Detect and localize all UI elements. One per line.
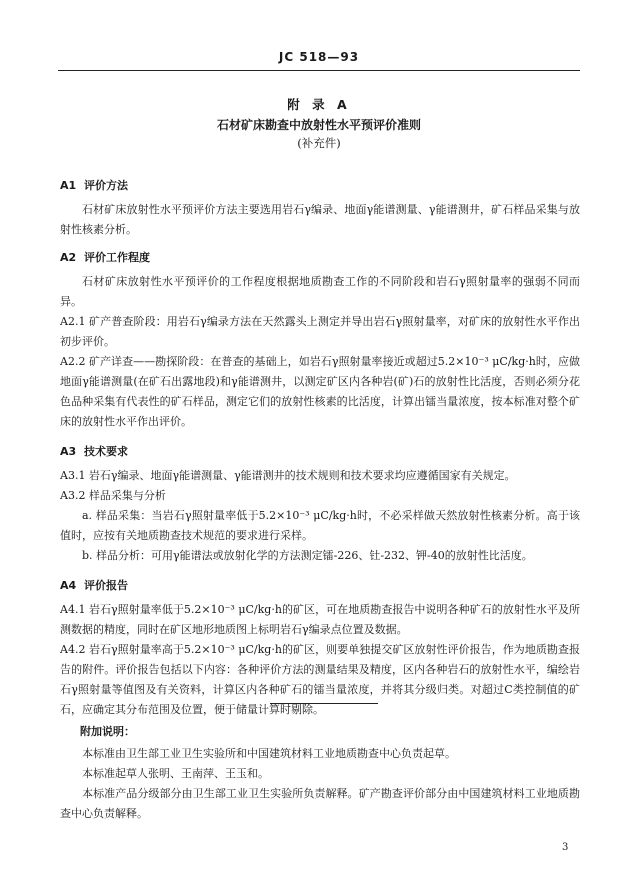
clause-a3-1: A3.1 岩石γ编录、地面γ能谱测量、γ能谱测井的技术规则和技术要求均应遵循国家有关规定。 <box>60 469 516 482</box>
clause-a2-2: A2.2 矿产详查——勘探阶段：在普查的基础上，如岩石γ照射量率接近或超过5.2×10⁻³ μC/kg·h时，应做地面γ能谱测量(在矿石出露地段)和γ能谱测井，以测定矿区内各种岩(矿)石的放射性比活度，否则必须分花色品种采集有代表性的矿石样品，测定它们的放射性核素的比活度，计算出镭当量浓度，按本标准对整个矿床的放射性水平作出评价。 <box>60 355 580 428</box>
clause-a4-2: A4.2 岩石γ照射量率高于5.2×10⁻³ μC/kg·h的矿区，则要单独提交矿区放射性评价报告，作为地质勘查报告的附件。评价报告包括以下内容：各种评价方法的测量结果及精度，区内各种岩石的放射性水平，编绘岩石γ照射量等值图及有关资料，计算区内各种矿石的镭当量浓度，并将其分级归类。对超过C类控制值的矿石，应确定其分布范围及位置，便于储量计算时剔除。 <box>60 643 580 716</box>
clause-a2-1: A2.1 矿产普查阶段：用岩石γ编录方法在天然露头上测定并导出岩石γ照射量率，对矿床的放射性水平作出初步评价。 <box>60 315 580 348</box>
section-number: A3 <box>60 445 77 458</box>
section-a3-heading <box>60 442 580 462</box>
section-number: A2 <box>60 251 77 264</box>
clause-a3-2-b: b. 样品分析：可用γ能谱法或放射化学的方法测定镭-226、钍-232、钾-40的放射性比活度。 <box>82 549 533 562</box>
header-rule <box>58 70 580 71</box>
notes-title: 附加说明： <box>80 725 135 738</box>
appendix-title: 附 录 A <box>287 97 351 112</box>
section-title: 评价方法 <box>84 179 128 192</box>
appendix-subtitle: 石材矿床勘查中放射性水平预评价准则 <box>216 118 421 132</box>
note-line: 本标准产品分级部分由卫生部工业卫生实验所负责解释。矿产勘查评价部分由中国建筑材料工业地质勘查中心负责解释。 <box>60 787 580 820</box>
clause-a3-2-a: a. 样品采集：当岩石γ照射量率低于5.2×10⁻³ μC/kg·h时，不必采样做天然放射性核素分析。高于该值时，应按有关地质勘查技术规范的要求进行采样。 <box>60 509 580 542</box>
additional-notes <box>60 722 580 824</box>
section-title: 评价工作程度 <box>84 251 150 264</box>
section-a1-body: 石材矿床放射性水平预评价方法主要选用岩石γ编录、地面γ能谱测量、γ能谱测井，矿石样品采集与放射性核素分析。 <box>60 203 580 236</box>
appendix-note: (补充件) <box>297 136 341 150</box>
clause-a4-1: A4.1 岩石γ照射量率低于5.2×10⁻³ μC/kg·h的矿区，可在地质勘查报告中说明各种矿石的放射性水平及所测数据的精度，同时在矿区地形地质图上标明岩石γ编录点位置及数据。 <box>60 603 580 636</box>
section-a4-heading <box>60 576 580 596</box>
section-title: 技术要求 <box>84 445 128 458</box>
section-a2-body: 石材矿床放射性水平预评价的工作程度根据地质勘查工作的不同阶段和岩石γ照射量率的强弱不同而异。 <box>60 275 580 308</box>
document-body <box>60 176 580 720</box>
section-divider <box>270 703 378 704</box>
page-number: 3 <box>562 842 569 853</box>
standard-code: JC 518—93 <box>278 50 360 64</box>
section-a2-heading <box>60 248 580 268</box>
clause-a3-2: A3.2 样品采集与分析 <box>60 489 166 502</box>
section-a1-heading <box>60 176 580 196</box>
section-number: A4 <box>60 579 77 592</box>
section-number: A1 <box>60 179 77 192</box>
note-line: 本标准起草人张明、王南萍、王玉和。 <box>82 767 269 780</box>
section-title: 评价报告 <box>84 579 128 592</box>
note-line: 本标准由卫生部工业卫生实验所和中国建筑材料工业地质勘查中心负责起草。 <box>82 747 456 760</box>
